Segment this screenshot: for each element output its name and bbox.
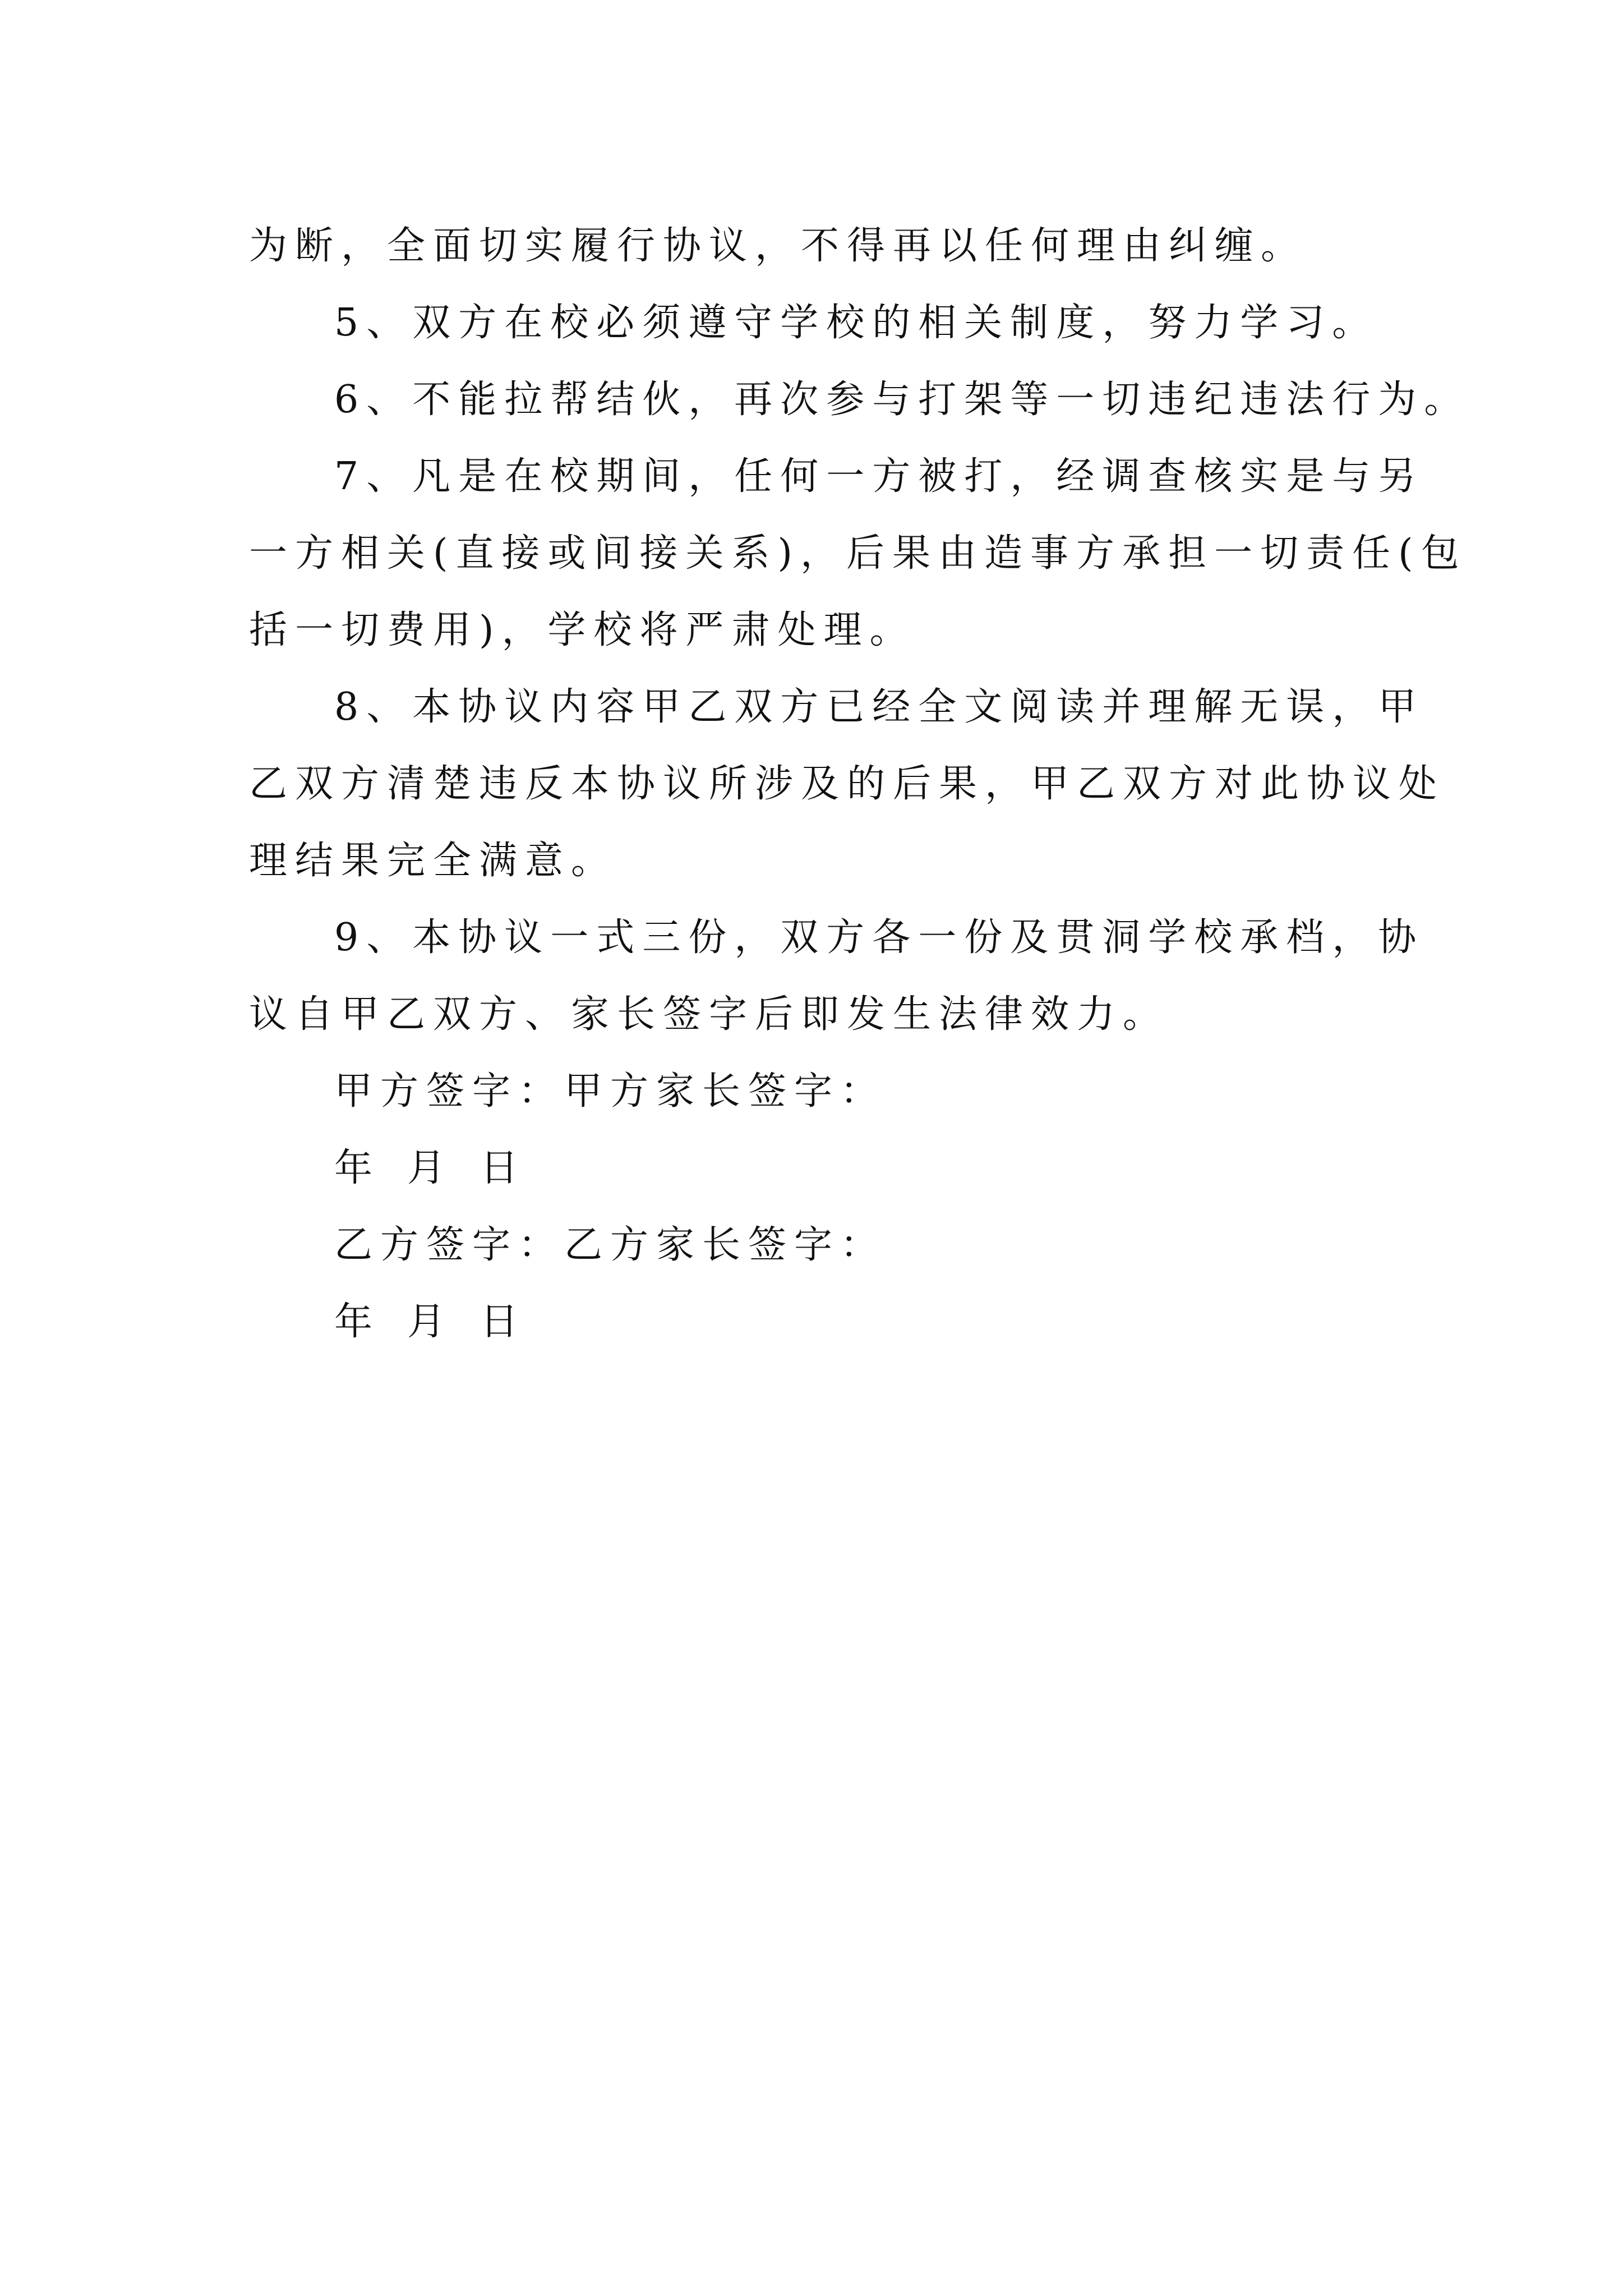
date-day: 日 (480, 1300, 527, 1344)
clause-7-line-2: 一方相关(直接或间接关系)，后果由造事方承担一切责任(包 (249, 531, 1467, 576)
party-b-signature-line: 乙方签字：乙方家长签字： (334, 1223, 887, 1267)
date-day: 日 (480, 1146, 527, 1190)
clause-8-line-3: 理结果完全满意。 (249, 839, 617, 883)
party-a-date-line (249, 1130, 1393, 1207)
clause-9-line-1: 9、本协议一式三份，双方各一份及贯洞学校承档，协 (334, 915, 1424, 960)
clause-5: 5、双方在校必须遵守学校的相关制度，努力学习。 (334, 301, 1378, 345)
date-month: 月 (407, 1300, 454, 1344)
clause-8-line-1: 8、本协议内容甲乙双方已经全文阅读并理解无误，甲 (334, 685, 1424, 729)
date-year: 年 (334, 1300, 381, 1344)
clause-6: 6、不能拉帮结伙，再次参与打架等一切违纪违法行为。 (334, 378, 1470, 422)
party-b-date-line (249, 1283, 1393, 1360)
clause-7-line-3: 括一切费用)，学校将严肃处理。 (249, 608, 916, 652)
paragraph-line: 为断，全面切实履行协议，不得再以任何理由纠缠。 (249, 224, 1307, 268)
date-year: 年 (334, 1146, 381, 1190)
clause-9-line-2: 议自甲乙双方、家长签字后即发生法律效力。 (249, 992, 1169, 1037)
clause-7-line-1: 7、凡是在校期间，任何一方被打，经调查核实是与另 (334, 454, 1424, 499)
party-a-signature-line: 甲方签字：甲方家长签字： (334, 1069, 887, 1114)
clause-8-line-2: 乙双方清楚违反本协议所涉及的后果，甲乙双方对此协议处 (249, 762, 1445, 806)
agreement-body (249, 208, 1470, 1360)
date-month: 月 (407, 1146, 454, 1190)
